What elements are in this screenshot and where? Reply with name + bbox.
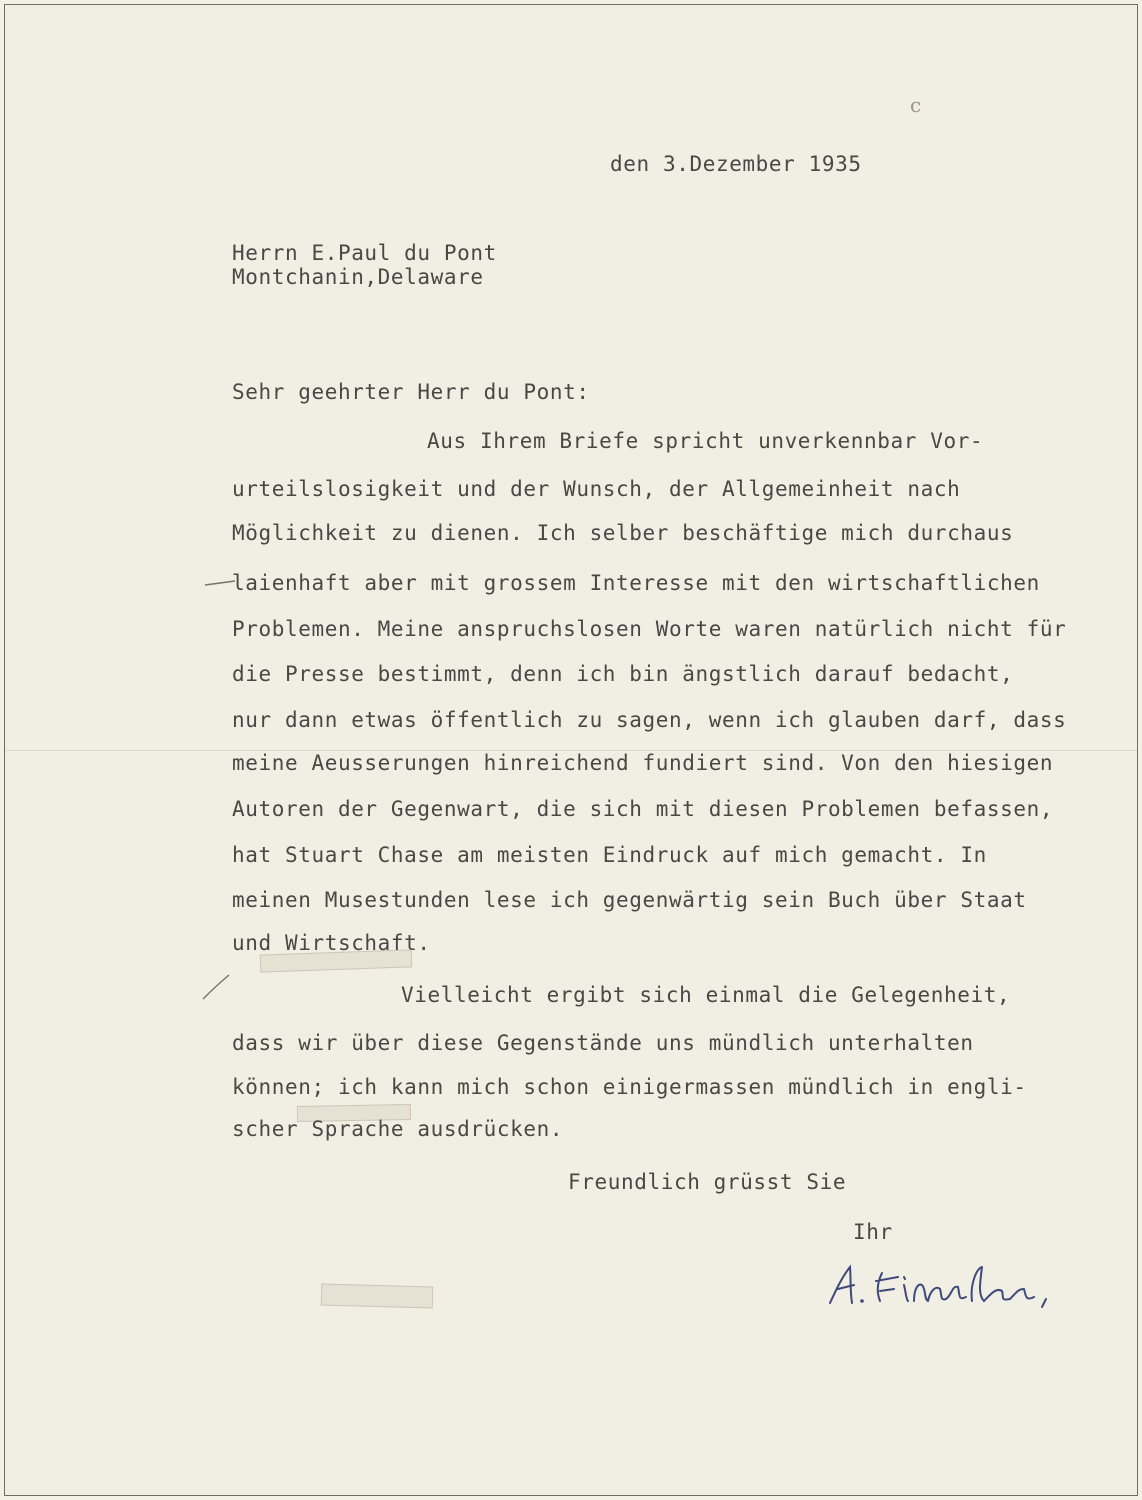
closing: Freundlich grüsst Sie [568,1170,847,1194]
paragraph2-line: Vielleicht ergibt sich einmal die Gelegenheit, [401,983,1011,1007]
paragraph1-line: meine Aeusserungen hinreichend fundiert sind. Von den hiesigen [232,751,1054,775]
paragraph2-line: können; ich kann mich schon einigermassen mündlich in engli- [232,1075,1027,1099]
paragraph1-line: Autoren der Gegenwart, die sich mit diesen Problemen befassen, [232,797,1054,821]
paragraph2-line: dass wir über diese Gegenstände uns mündlich unterhalten [232,1031,974,1055]
recipient-line2: Montchanin,Delaware [232,265,484,289]
paragraph1-line: Problemen. Meine anspruchslosen Worte waren natürlich nicht für [232,617,1067,641]
paragraph1-line: laienhaft aber mit grossem Interesse mit den wirtschaftlichen [232,571,1040,595]
closing-ihr: Ihr [853,1220,893,1244]
letter-date: den 3.Dezember 1935 [610,152,862,176]
paragraph1-line: urteilslosigkeit und der Wunsch, der Allgemeinheit nach [232,477,961,501]
paragraph1-line: Möglichkeit zu dienen. Ich selber beschäftige mich durchaus [232,521,1014,545]
paragraph1-line: meinen Musestunden lese ich gegenwärtig sein Buch über Staat [232,888,1027,912]
paragraph1-line: und Wirtschaft. [232,931,431,955]
letter-sheet [4,4,1138,1496]
paragraph1-line: die Presse bestimmt, denn ich bin ängstlich darauf bedacht, [232,662,1014,686]
paragraph2-line: scher Sprache ausdrücken. [232,1117,564,1141]
paragraph1-line: nur dann etwas öffentlich zu sagen, wenn ich glauben darf, dass [232,708,1067,732]
salutation: Sehr geehrter Herr du Pont: [232,380,590,404]
signature [820,1255,1060,1315]
tape-remnant [321,1284,434,1309]
paragraph1-line: hat Stuart Chase am meisten Eindruck auf mich gemacht. In [232,843,987,867]
recipient-line1: Herrn E.Paul du Pont [232,241,497,265]
corner-mark: c [910,93,922,117]
margin-pencil-marks [195,565,255,1005]
paragraph1-line: Aus Ihrem Briefe spricht unverkennbar Vor- [427,429,984,453]
